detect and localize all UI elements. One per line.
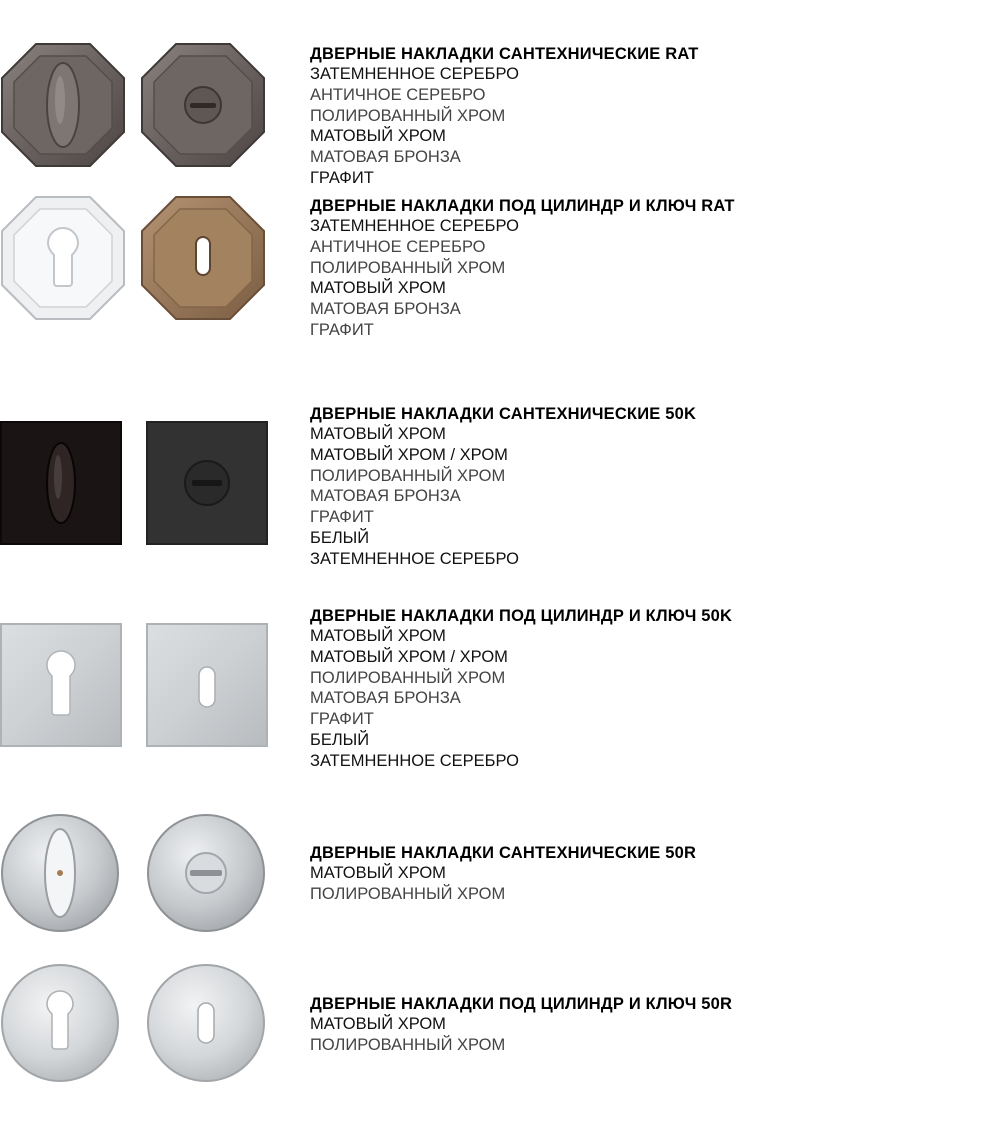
finish-item: МАТОВЫЙ ХРОМ [310, 627, 446, 645]
50r-key-plate-image [146, 963, 266, 1083]
rat-key-plate-image [140, 195, 266, 321]
finish-item: МАТОВЫЙ ХРОМ [310, 864, 446, 882]
finish-item: ПОЛИРОВАННЫЙ ХРОМ [310, 1035, 506, 1054]
finish-item: ЗАТЕМНЕННОЕ СЕРЕБРО [310, 217, 519, 235]
finish-item: МАТОВЫЙ ХРОМ [310, 279, 446, 298]
finish-item: МАТОВЫЙ ХРОМ [310, 127, 446, 146]
finish-item: ПОЛИРОВАННЫЙ ХРОМ [310, 106, 506, 125]
finish-item: ГРАФИТ [310, 508, 374, 527]
section-title: ДВЕРНЫЕ НАКЛАДКИ САНТЕХНИЧЕСКИЕ RAT [310, 45, 699, 63]
section-title: ДВЕРНЫЕ НАКЛАДКИ ПОД ЦИЛИНДР И КЛЮЧ RAT [310, 197, 735, 215]
50k-sanitary-indicator-plate-image [146, 421, 268, 545]
finish-item: МАТОВЫЙ ХРОМ [310, 425, 446, 443]
section-50r-sanitary [310, 843, 696, 905]
finish-item: МАТОВАЯ БРОНЗА [310, 487, 461, 506]
section-rat-cylinder-key [310, 196, 735, 341]
finish-item: ПОЛИРОВАННЫЙ ХРОМ [310, 668, 506, 687]
finish-item: МАТОВЫЙ ХРОМ / ХРОМ [310, 445, 508, 464]
section-50k-cylinder-key [310, 606, 732, 772]
finish-item: МАТОВАЯ БРОНЗА [310, 689, 461, 708]
rat-sanitary-indicator-plate-image [140, 42, 266, 168]
50r-sanitary-turn-plate-image [0, 813, 120, 933]
section-rat-sanitary [310, 44, 699, 189]
section-title: ДВЕРНЫЕ НАКЛАДКИ ПОД ЦИЛИНДР И КЛЮЧ 50K [310, 607, 733, 625]
finish-item: ПОЛИРОВАННЫЙ ХРОМ [310, 884, 506, 903]
finish-item: МАТОВЫЙ ХРОМ [310, 1015, 446, 1033]
finish-item: МАТОВАЯ БРОНЗА [310, 300, 461, 319]
finish-item: АНТИЧНОЕ СЕРЕБРО [310, 85, 486, 104]
50k-cylinder-plate-image [0, 623, 122, 747]
finish-item: МАТОВЫЙ ХРОМ / ХРОМ [310, 647, 508, 666]
rat-sanitary-turn-plate-image [0, 42, 126, 168]
finish-item: ЗАТЕМНЕННОЕ СЕРЕБРО [310, 65, 519, 83]
finish-item: БЕЛЫЙ [310, 528, 370, 547]
rat-cylinder-plate-image [0, 195, 126, 321]
section-title: ДВЕРНЫЕ НАКЛАДКИ САНТЕХНИЧЕСКИЕ 50K [310, 405, 697, 423]
section-title: ДВЕРНЫЕ НАКЛАДКИ ПОД ЦИЛИНДР И КЛЮЧ 50R [310, 995, 733, 1013]
finish-item: МАТОВАЯ БРОНЗА [310, 148, 461, 167]
50r-sanitary-indicator-plate-image [146, 813, 266, 933]
finish-item: БЕЛЫЙ [310, 730, 370, 749]
finish-item: ПОЛИРОВАННЫЙ ХРОМ [310, 466, 506, 485]
finish-item: ЗАТЕМНЕННОЕ СЕРЕБРО [310, 549, 519, 568]
finish-item: АНТИЧНОЕ СЕРЕБРО [310, 237, 486, 256]
50k-sanitary-turn-plate-image [0, 421, 122, 545]
section-50r-cylinder-key [310, 994, 732, 1056]
section-50k-sanitary [310, 404, 696, 570]
finish-item: ГРАФИТ [310, 710, 374, 729]
finish-item: ЗАТЕМНЕННОЕ СЕРЕБРО [310, 751, 519, 770]
section-title: ДВЕРНЫЕ НАКЛАДКИ САНТЕХНИЧЕСКИЕ 50R [310, 844, 697, 862]
finish-item: ГРАФИТ [310, 168, 374, 187]
50k-key-plate-image [146, 623, 268, 747]
finish-item: ПОЛИРОВАННЫЙ ХРОМ [310, 258, 506, 277]
50r-cylinder-plate-image [0, 963, 120, 1083]
finish-item: ГРАФИТ [310, 320, 374, 339]
